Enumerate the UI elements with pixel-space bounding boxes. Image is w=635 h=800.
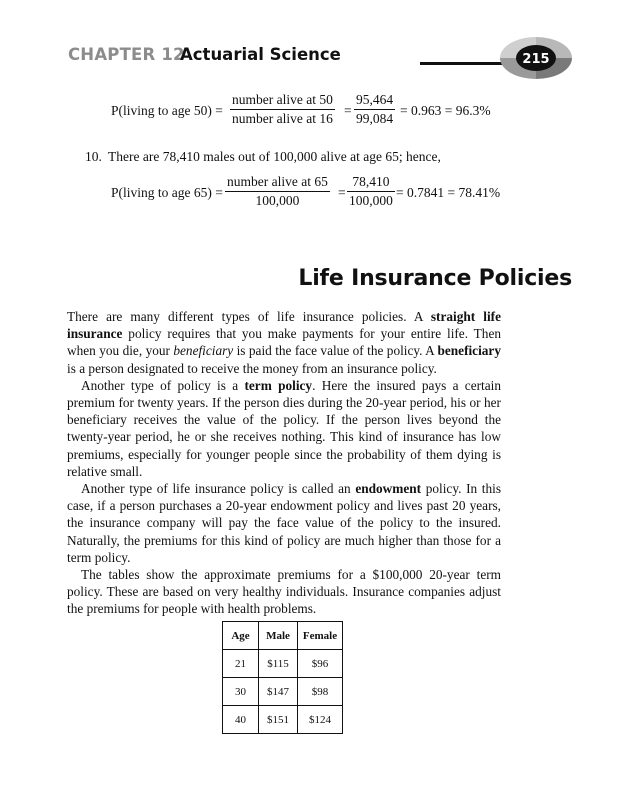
chapter-label: CHAPTER 12 — [68, 45, 185, 64]
page-number: 215 — [522, 52, 550, 67]
paragraph-3: Another type of life insurance policy is called an endowment policy. In this case, if a person purchases a 20-year endowment policy and lives past 20 years, the insurance company will pay the face value of the policy to the insured. Naturally, the premiums for this kind of policy are much higher than those for a term policy. — [67, 481, 501, 565]
item-text: There are 78,410 males out of 100,000 alive at age 65; hence, — [108, 149, 441, 164]
term-straight-life: straight life insurance — [67, 309, 501, 342]
table-cell: 30 — [223, 678, 259, 706]
table-cell: 40 — [223, 706, 259, 734]
table-row — [223, 706, 343, 734]
eq2-fraction-1 — [225, 174, 330, 209]
body-text — [67, 308, 501, 618]
table-cell: 21 — [223, 650, 259, 678]
table-cell: $151 — [259, 706, 298, 734]
paragraph-4: The tables show the approximate premiums for a $100,000 20-year term policy. These are based on very healthy individuals. Insurance companies adjust the premiums for people with health problems. — [67, 567, 501, 617]
eq1-fraction-1 — [230, 92, 335, 127]
term-endowment: endowment — [355, 481, 422, 497]
eq2-frac2-numerator: 78,410 — [352, 174, 390, 189]
eq1-fraction-2 — [354, 92, 395, 127]
term-beneficiary-italic: beneficiary — [173, 343, 234, 359]
table-cell: $98 — [298, 678, 343, 706]
eq1-frac2-denominator: 99,084 — [356, 111, 394, 126]
chapter-title: Actuarial Science — [180, 45, 341, 64]
eq1-frac2-numerator: 95,464 — [356, 92, 394, 107]
section-heading: Life Insurance Policies — [298, 266, 572, 291]
table-header-row — [223, 622, 343, 650]
premium-table — [222, 621, 343, 734]
table-cell: $115 — [259, 650, 298, 678]
term-term-policy: term policy — [244, 377, 313, 393]
eq2-frac1-numerator: number alive at 65 — [227, 174, 328, 189]
term-beneficiary: beneficiary — [437, 343, 501, 359]
eq2-lhs: P(living to age 65) = — [111, 185, 223, 200]
eq1-frac1-denominator: number alive at 16 — [232, 111, 333, 126]
eq2-equals: = — [338, 185, 346, 200]
eq2-frac2-denominator: 100,000 — [349, 193, 393, 208]
table-cell: $147 — [259, 678, 298, 706]
eq1-lhs: P(living to age 50) = — [111, 103, 223, 118]
table-header-cell: Age — [223, 622, 259, 650]
table-header-cell: Female — [298, 622, 343, 650]
eq2-rhs: = 0.7841 = 78.41% — [396, 185, 501, 200]
table-header-cell: Male — [259, 622, 298, 650]
table-row — [223, 678, 343, 706]
paragraph-2: Another type of policy is a term policy. Here the insured pays a certain premium for twenty years. If the person dies during the 20-year period, his or her beneficiary receives the value of the policy. If the person lives beyond the twenty-year period, he or she receives nothing. This kind of insurance has low premiums, especially for younger people since the probability of them dying is relative small. — [67, 377, 501, 479]
eq1-frac1-numerator: number alive at 50 — [232, 92, 333, 107]
paragraph-1: There are many different types of life insurance policies. A straight life insurance policy requires that you make payments for your entire life. Then when you die, your beneficiary is paid the face value of the policy. A beneficiary is a person designated to receive the money from an insurance policy. — [67, 309, 501, 376]
table-cell: $96 — [298, 650, 343, 678]
item-number: 10. — [85, 149, 102, 164]
eq2-fraction-2 — [347, 174, 395, 209]
eq1-rhs: = 0.963 = 96.3% — [400, 103, 491, 118]
page-number-badge — [497, 34, 575, 82]
table-cell: $124 — [298, 706, 343, 734]
eq1-equals: = — [344, 103, 352, 118]
eq2-frac1-denominator: 100,000 — [225, 191, 330, 209]
table-row — [223, 650, 343, 678]
